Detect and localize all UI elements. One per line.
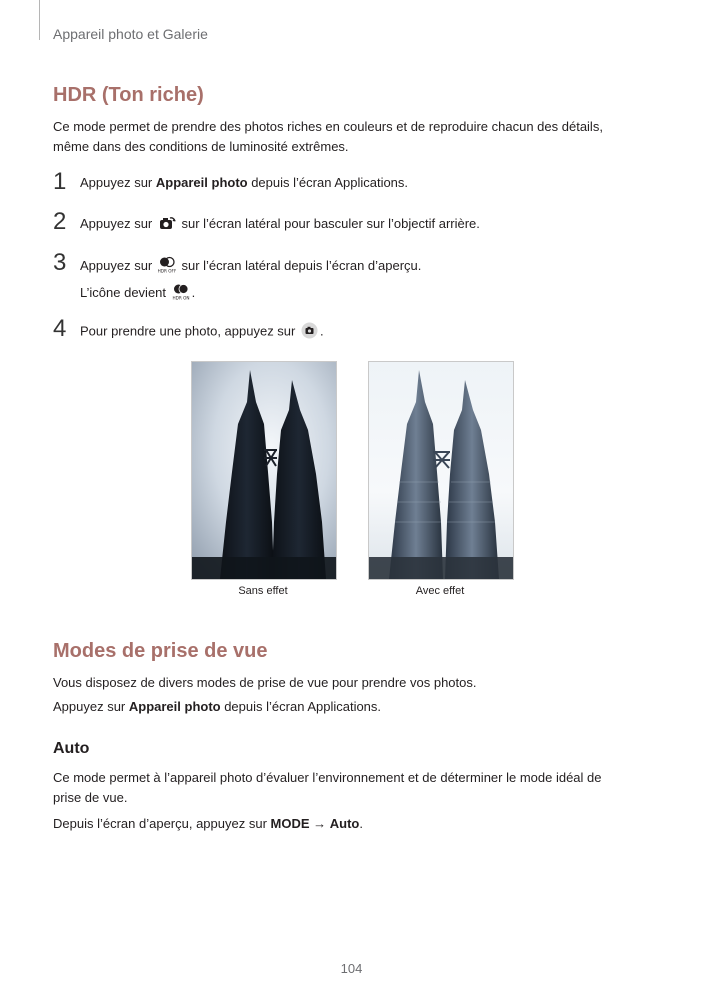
step-number: 1 (53, 168, 67, 195)
photo-without-effect (191, 361, 337, 580)
caption-without-effect: Sans effet (238, 585, 288, 597)
step-4 (53, 315, 653, 345)
auto-line-2: prise de vue. (53, 790, 128, 805)
hdr-off-icon-label: HDR OFF (157, 268, 176, 274)
step-text: Appuyez sur HDR OFF sur l’écran latéral depuis l’écran d’aperçu. (80, 256, 421, 277)
hdr-intro-line-2: même dans des conditions de luminosité extrêmes. (53, 139, 349, 154)
hdr-off-icon (158, 256, 176, 277)
app-name: Appareil photo (128, 699, 221, 714)
auto-label: Auto (329, 816, 360, 831)
app-name: Appareil photo (155, 175, 248, 190)
hdr-on-icon-label: HDR ON (172, 295, 190, 301)
modes-heading: Modes de prise de vue (53, 640, 268, 662)
hdr-intro-line-1: Ce mode permet de prendre des photos riches en couleurs et de reproduire chacun des détails, (53, 119, 603, 134)
auto-heading: Auto (53, 740, 90, 757)
auto-line-1: Ce mode permet à l’appareil photo d’évaluer l’environnement et de déterminer le mode idéal de (53, 770, 602, 785)
hdr-on-icon (172, 283, 190, 304)
page-header-title: Appareil photo et Galerie (53, 26, 208, 42)
camera-switch-icon (158, 215, 176, 234)
photo-with-effect (368, 361, 514, 580)
auto-line-3: Depuis l’écran d’aperçu, appuyez sur MODE → Auto. (53, 816, 363, 831)
modes-line-2: Appuyez sur Appareil photo depuis l’écran Applications. (53, 699, 382, 714)
caption-with-effect: Avec effet (415, 585, 465, 597)
page-number: 104 (340, 961, 363, 976)
mode-label: MODE (270, 816, 310, 831)
step-text: Appuyez sur sur l’écran latéral pour basculer sur l’objectif arrière. (80, 215, 480, 234)
shutter-icon (301, 322, 318, 342)
hdr-heading: HDR (Ton riche) (53, 84, 204, 106)
header-rule (39, 0, 40, 40)
step-3 (53, 249, 653, 279)
modes-line-1: Vous disposez de divers modes de prise de vue pour prendre vos photos. (53, 675, 477, 690)
step-number: 3 (53, 249, 67, 276)
step-2 (53, 208, 653, 238)
step-text: Appuyez sur Appareil photo depuis l’écran Applications. (80, 175, 409, 190)
step-number: 2 (53, 208, 67, 235)
step-1 (53, 168, 653, 198)
step-number: 4 (53, 315, 67, 342)
step-text: Pour prendre une photo, appuyez sur . (80, 322, 324, 342)
step-3-sub (53, 280, 653, 306)
step-text: L’icône devient HDR ON . (80, 283, 195, 304)
